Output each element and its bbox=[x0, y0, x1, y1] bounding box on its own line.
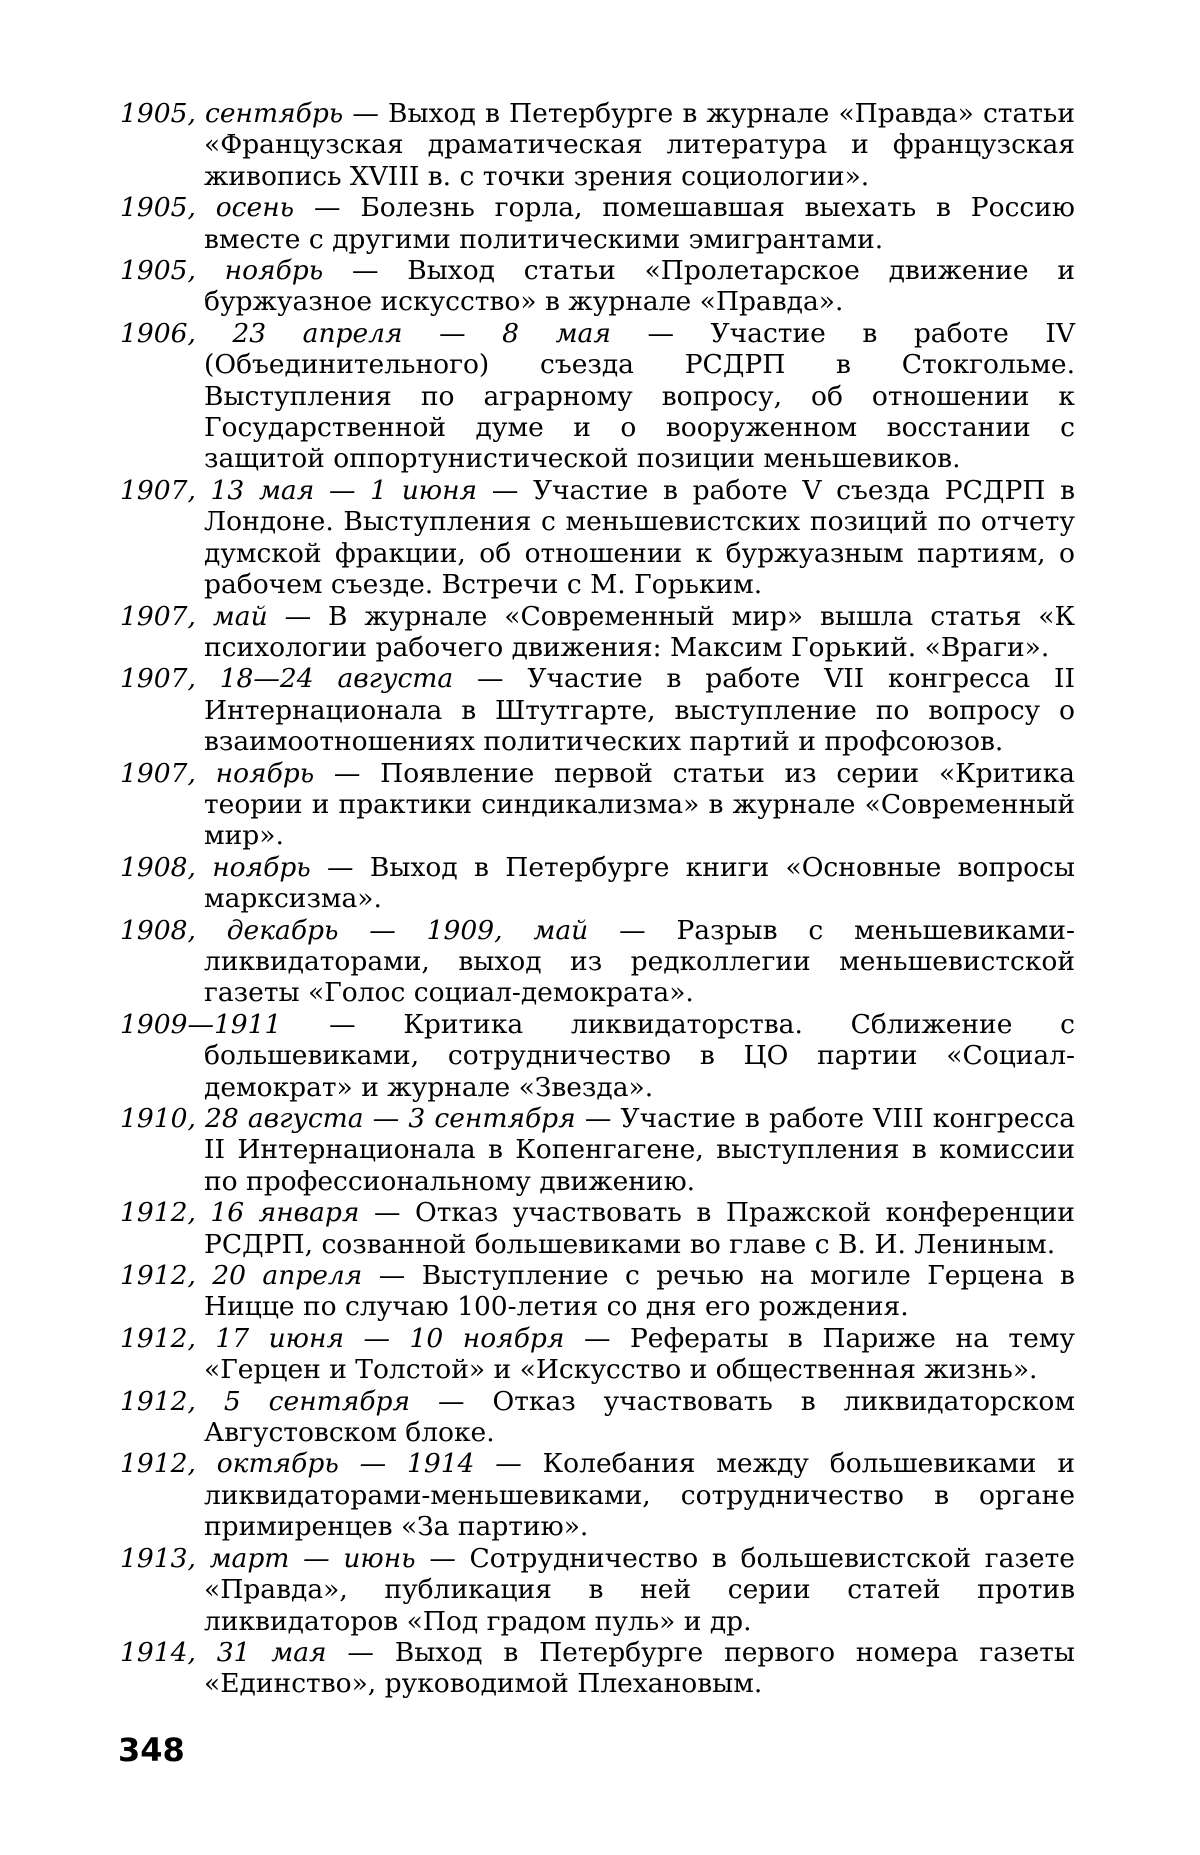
entry-date: 1912, 17 июня — 10 ноября bbox=[120, 1323, 564, 1354]
entry-date: 1912, октябрь — 1914 bbox=[120, 1448, 474, 1479]
chronology-entry: 1910, 28 августа — 3 сентября — Участие в работе VIII конгресса II Интернационала в Копенгагене, выступления в комиссии по профессиональному движению. bbox=[120, 1103, 1075, 1197]
chronology-entry: 1913, март — июнь — Сотрудничество в большевистской газете «Правда», публикация в ней серии статей против ликвидаторов «Под градом пуль» и др. bbox=[120, 1543, 1075, 1637]
entry-text: Колебания между большевиками и ликвидаторами-меньшевиками, сотрудничество в органе примиренцев «За партию». bbox=[204, 1448, 1075, 1542]
entry-date: 1907, май bbox=[120, 601, 268, 632]
entry-date: 1908, декабрь — 1909, май bbox=[120, 915, 588, 946]
chronology-entry: 1905, ноябрь — Выход статьи «Пролетарское движение и буржуазное искусство» в журнале «Правда». bbox=[120, 255, 1075, 318]
chronology-entry: 1912, октябрь — 1914 — Колебания между большевиками и ликвидаторами-меньшевиками, сотрудничество в органе примиренцев «За партию». bbox=[120, 1448, 1075, 1542]
chronology-entry: 1906, 23 апреля — 8 мая — Участие в работе IV (Объединительного) съезда РСДРП в Стокгольме. Выступления по аграрному вопросу, об отношении к Государственной думе и о вооруженном восстании с защитой оппортунистической позиции меньшевиков. bbox=[120, 318, 1075, 475]
chronology-list bbox=[120, 98, 1075, 1700]
entry-text: Выход в Петербурге в журнале «Правда» статьи «Французская драматическая литература и французская живопись XVIII в. с точки зрения социологии». bbox=[204, 98, 1075, 192]
entry-date: 1905, сентябрь bbox=[120, 98, 343, 129]
chronology-entry: 1912, 17 июня — 10 ноября — Рефераты в Париже на тему «Герцен и Толстой» и «Искусство и общественная жизнь». bbox=[120, 1323, 1075, 1386]
entry-date: 1907, 18—24 августа bbox=[120, 663, 453, 694]
entry-text: В журнале «Современный мир» вышла статья «К психологии рабочего движения: Максим Горький. «Враги». bbox=[204, 601, 1075, 663]
entry-date: 1908, ноябрь bbox=[120, 852, 311, 883]
entry-text: Выход в Петербурге первого номера газеты «Единство», руководимой Плехановым. bbox=[204, 1637, 1075, 1699]
entry-text: Рефераты в Париже на тему «Герцен и Толстой» и «Искусство и общественная жизнь». bbox=[204, 1323, 1075, 1385]
chronology-entry: 1907, 18—24 августа — Участие в работе VII конгресса II Интернационала в Штутгарте, выступление по вопросу о взаимоотношениях политических партий и профсоюзов. bbox=[120, 663, 1075, 757]
entry-text: Выступление с речью на могиле Герцена в Ницце по случаю 100-летия со дня его рождения. bbox=[204, 1260, 1075, 1322]
entry-text: Болезнь горла, помешавшая выехать в Россию вместе с другими политическими эмигрантами. bbox=[204, 192, 1075, 254]
entry-text: Сотрудничество в большевистской газете «Правда», публикация в ней серии статей против ликвидаторов «Под градом пуль» и др. bbox=[204, 1543, 1075, 1637]
chronology-entry: 1907, май — В журнале «Современный мир» вышла статья «К психологии рабочего движения: Максим Горький. «Враги». bbox=[120, 601, 1075, 664]
chronology-entry: 1912, 20 апреля — Выступление с речью на могиле Герцена в Ницце по случаю 100-летия со дня его рождения. bbox=[120, 1260, 1075, 1323]
entry-date: 1910, 28 августа — 3 сентября bbox=[120, 1103, 576, 1134]
entry-text: Участие в работе VIII конгресса II Интернационала в Копенгагене, выступления в комиссии по профессиональному движению. bbox=[204, 1103, 1075, 1197]
chronology-entry: 1907, 13 мая — 1 июня — Участие в работе V съезда РСДРП в Лондоне. Выступления с меньшевистских позиций по отчету думской фракции, об отношении к буржуазным партиям, о рабочем съезде. Встречи с М. Горьким. bbox=[120, 475, 1075, 601]
entry-date: 1914, 31 мая bbox=[120, 1637, 327, 1668]
entry-date: 1912, 20 апреля bbox=[120, 1260, 362, 1291]
entry-date: 1912, 5 сентября bbox=[120, 1386, 410, 1417]
entry-text: Отказ участвовать в ликвидаторском Августовском блоке. bbox=[204, 1386, 1075, 1448]
chronology-entry: 1909—1911 — Критика ликвидаторства. Сближение с большевиками, сотрудничество в ЦО партии «Социал-демократ» и журнале «Звезда». bbox=[120, 1009, 1075, 1103]
chronology-entry: 1907, ноябрь — Появление первой статьи из серии «Критика теории и практики синдикализма» в журнале «Современный мир». bbox=[120, 758, 1075, 852]
entry-date: 1906, 23 апреля — 8 мая bbox=[120, 318, 611, 349]
entry-text: Участие в работе V съезда РСДРП в Лондоне. Выступления с меньшевистских позиций по отчету думской фракции, об отношении к буржуазным партиям, о рабочем съезде. Встречи с М. Горьким. bbox=[204, 475, 1075, 600]
entry-date: 1909—1911 bbox=[120, 1009, 281, 1040]
page-number: 348 bbox=[118, 1730, 185, 1770]
entry-text: Отказ участвовать в Пражской конференции РСДРП, созванной большевиками во главе с В. И. Лениным. bbox=[204, 1197, 1075, 1259]
entry-date: 1907, ноябрь bbox=[120, 758, 314, 789]
entry-text: Разрыв с меньшевиками-ликвидаторами, выход из редколлегии меньшевистской газеты «Голос социал-демократа». bbox=[204, 915, 1075, 1009]
entry-text: Участие в работе IV (Объединительного) съезда РСДРП в Стокгольме. Выступления по аграрному вопросу, об отношении к Государственной думе и о вооруженном восстании с защитой оппортунистической позиции меньшевиков. bbox=[204, 318, 1075, 475]
entry-text: Выход статьи «Пролетарское движение и буржуазное искусство» в журнале «Правда». bbox=[204, 255, 1075, 317]
chronology-entry: 1914, 31 мая — Выход в Петербурге первого номера газеты «Единство», руководимой Плехановым. bbox=[120, 1637, 1075, 1700]
chronology-entry: 1912, 16 января — Отказ участвовать в Пражской конференции РСДРП, созванной большевиками во главе с В. И. Лениным. bbox=[120, 1197, 1075, 1260]
entry-text: Критика ликвидаторства. Сближение с большевиками, сотрудничество в ЦО партии «Социал-демократ» и журнале «Звезда». bbox=[204, 1009, 1075, 1103]
entry-text: Появление первой статьи из серии «Критика теории и практики синдикализма» в журнале «Современный мир». bbox=[204, 758, 1075, 852]
entry-text: Участие в работе VII конгресса II Интернационала в Штутгарте, выступление по вопросу о взаимоотношениях политических партий и профсоюзов. bbox=[204, 663, 1075, 757]
entry-text: Выход в Петербурге книги «Основные вопросы марксизма». bbox=[204, 852, 1075, 914]
entry-date: 1905, осень bbox=[120, 192, 294, 223]
chronology-entry: 1905, осень — Болезнь горла, помешавшая выехать в Россию вместе с другими политическими эмигрантами. bbox=[120, 192, 1075, 255]
chronology-entry: 1908, декабрь — 1909, май — Разрыв с меньшевиками-ликвидаторами, выход из редколлегии меньшевистской газеты «Голос социал-демократа». bbox=[120, 915, 1075, 1009]
book-page bbox=[0, 0, 1200, 1855]
chronology-entry: 1908, ноябрь — Выход в Петербурге книги «Основные вопросы марксизма». bbox=[120, 852, 1075, 915]
chronology-entry: 1905, сентябрь — Выход в Петербурге в журнале «Правда» статьи «Французская драматическая литература и французская живопись XVIII в. с точки зрения социологии». bbox=[120, 98, 1075, 192]
entry-date: 1913, март — июнь bbox=[120, 1543, 416, 1574]
entry-date: 1907, 13 мая — 1 июня bbox=[120, 475, 477, 506]
chronology-entry: 1912, 5 сентября — Отказ участвовать в ликвидаторском Августовском блоке. bbox=[120, 1386, 1075, 1449]
entry-date: 1912, 16 января bbox=[120, 1197, 359, 1228]
entry-date: 1905, ноябрь bbox=[120, 255, 323, 286]
